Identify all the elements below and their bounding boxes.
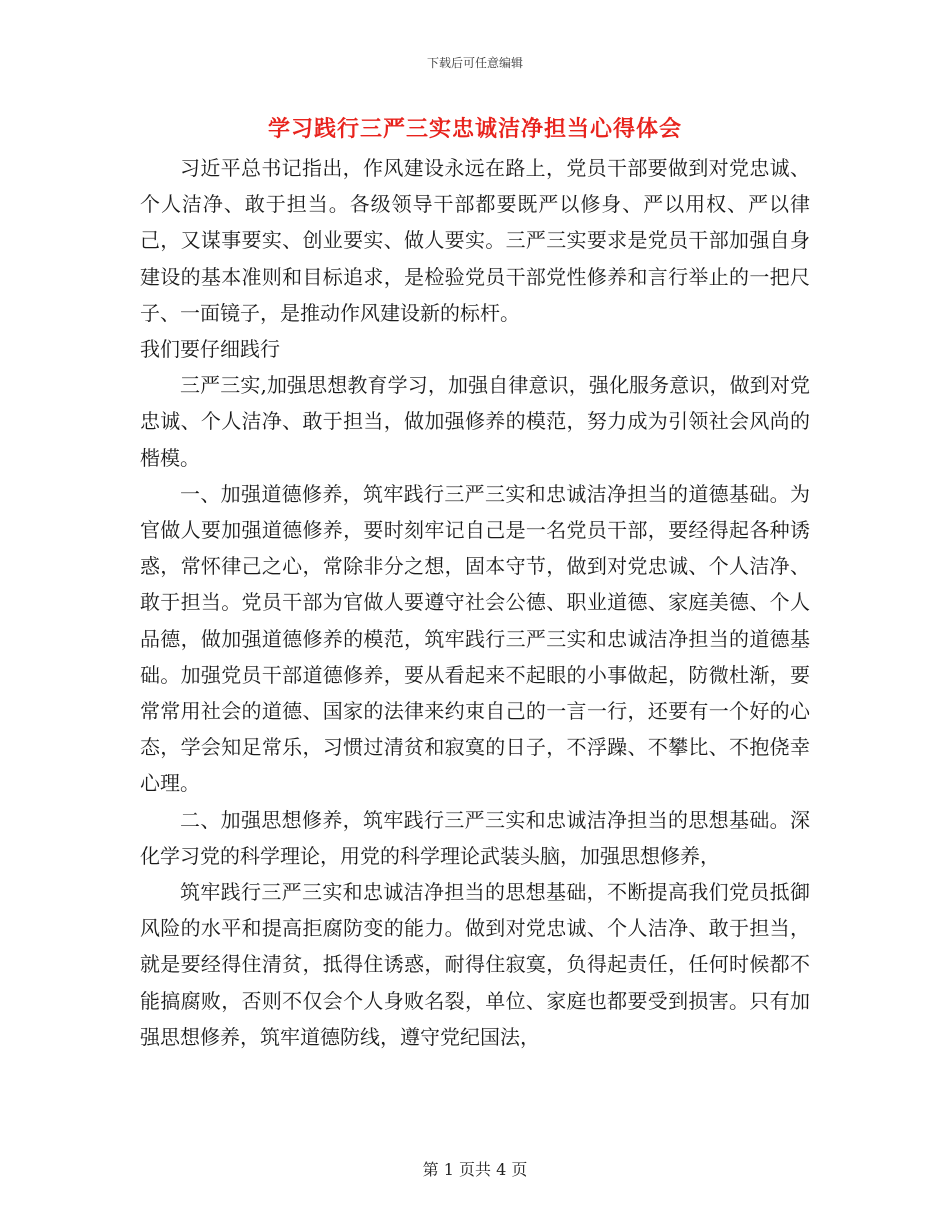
paragraph-continuation: 我们要仔细践行 <box>140 337 280 362</box>
document-title: 学习践行三严三实忠诚洁净担当心得体会 <box>267 116 682 142</box>
paragraph-three-stricts: 三严三实,加强思想教育学习，加强自律意识，强化服务意识，做到对党忠诚、个人洁净、敢于担当，做加强修养的模范，努力成为引领社会风尚的楷模。 <box>140 373 810 470</box>
page-footer-number: 第 1 页共 4 页 <box>422 1160 528 1179</box>
page-header-note: 下载后可任意编辑 <box>426 56 523 70</box>
paragraph-section-two: 二、加强思想修养，筑牢践行三严三实和忠诚洁净担当的思想基础。深化学习党的科学理论，用党的科学理论武装头脑，加强思想修养， <box>140 807 810 868</box>
paragraph-intro: 习近平总书记指出，作风建设永远在路上，党员干部要做到对党忠诚、个人洁净、敢于担当。各级领导干部都要既严以修身、严以用权、严以律己，又谋事要实、创业要实、做人要实。三严三实要求是党员干部加强自身建设的基本准则和目标追求，是检验党员干部党性修养和言行举止的一把尺子、一面镜子，是推动作风建设新的标杆。 <box>140 156 810 325</box>
paragraph-section-two-continued: 筑牢践行三严三实和忠诚洁净担当的思想基础，不断提高我们党员抵御风险的水平和提高拒腐防变的能力。做到对党忠诚、个人洁净、敢于担当，就是要经得住清贫，抵得住诱惑，耐得住寂寞，负得起责任，任何时候都不能搞腐败，否则不仅会个人身败名裂，单位、家庭也都要受到损害。只有加强思想修养，筑牢道德防线，遵守党纪国法， <box>140 880 810 1049</box>
paragraph-section-one: 一、加强道德修养，筑牢践行三严三实和忠诚洁净担当的道德基础。为官做人要加强道德修养，要时刻牢记自己是一名党员干部，要经得起各种诱惑，常怀律己之心，常除非分之想，固本守节，做到对党忠诚、个人洁净、敢于担当。党员干部为官做人要遵守社会公德、职业道德、家庭美德、个人品德，做加强道德修养的模范，筑牢践行三严三实和忠诚洁净担当的道德基础。加强党员干部道德修养，要从看起来不起眼的小事做起，防微杜渐，要常常用社会的道德、国家的法律来约束自己的一言一行，还要有一个好的心态，学会知足常乐，习惯过清贫和寂寞的日子，不浮躁、不攀比、不抱侥幸心理。 <box>140 481 810 796</box>
document-body <box>140 150 810 1055</box>
